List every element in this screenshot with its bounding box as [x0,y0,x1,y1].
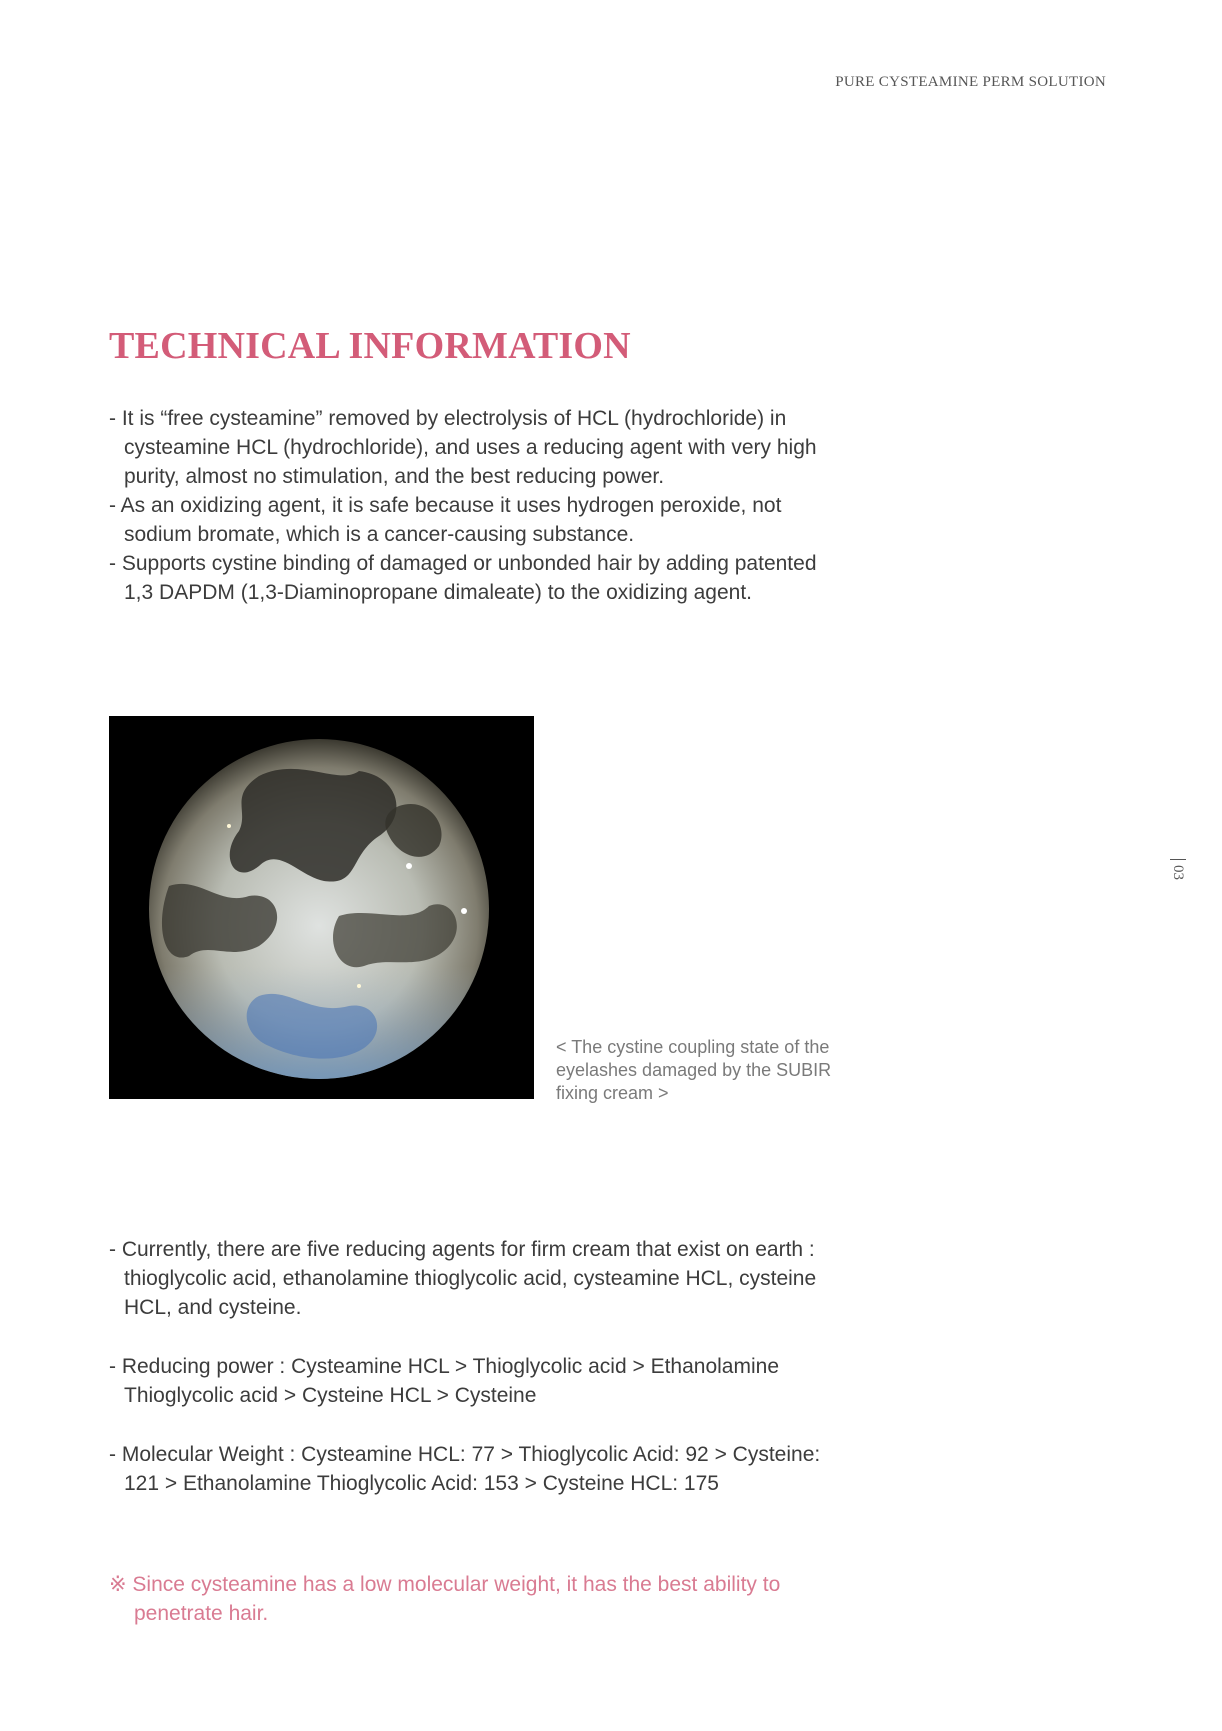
microscope-image [109,716,534,1099]
header-title: PURE CYSTEAMINE PERM SOLUTION [835,74,1106,90]
page-number [1163,859,1193,889]
list-item: - Currently, there are five reducing agents for firm cream that exist on earth : thioglycolic acid, ethanolamine thioglycolic acid, cysteamine HCL, cysteine HCL, and cysteine. [109,1238,817,1319]
list-item: - Reducing power : Cysteamine HCL > Thioglycolic acid > Ethanolamine Thioglycolic acid > Cysteine HCL > Cysteine [109,1355,780,1407]
page-number-divider [1170,859,1186,860]
list-item: - Supports cystine binding of damaged or unbonded hair by adding patented 1,3 DAPDM (1,3-Diaminopropane dimaleate) to the oxidizing agent. [109,552,817,604]
list-item: - It is “free cysteamine” removed by electrolysis of HCL (hydrochloride) in cysteamine HCL (hydrochloride), and uses a reducing agent with very high purity, almost no stimulation, and the best reducing power. [109,407,817,488]
note-text: ※ Since cysteamine has a low molecular weight, it has the best ability to penetrate hair. [109,1573,781,1625]
list-item: - Molecular Weight : Cysteamine HCL: 77 > Thioglycolic Acid: 92 > Cysteine: 121 > Ethanolamine Thioglycolic Acid: 153 > Cysteine HCL: 175 [109,1443,821,1495]
list-item: - As an oxidizing agent, it is safe because it uses hydrogen peroxide, not sodium bromate, which is a cancer-causing substance. [109,494,782,546]
intro-list [109,404,847,607]
details-list [109,1235,847,1528]
figure-caption: < The cystine coupling state of the eyelashes damaged by the SUBIR fixing cream > [556,1037,832,1103]
section-title: TECHNICAL INFORMATION [109,325,631,367]
page-number-value: 03 [1170,865,1187,880]
